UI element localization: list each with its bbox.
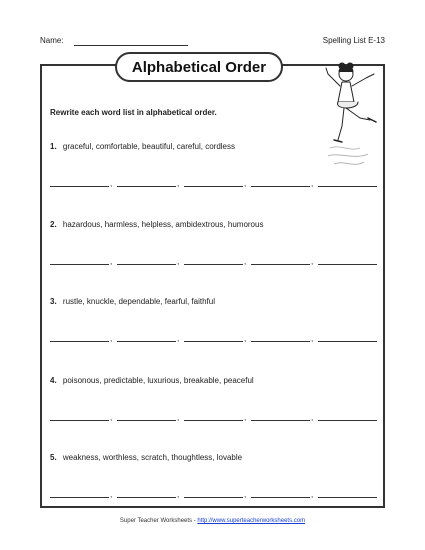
footer-separator: - <box>193 518 196 524</box>
problem-number: 1. <box>50 142 57 151</box>
word-list: weakness, worthless, scratch, thoughtless, lovable <box>62 453 243 462</box>
answer-blank[interactable] <box>117 489 176 498</box>
answer-blank[interactable] <box>184 333 243 342</box>
answer-blank[interactable] <box>318 333 377 342</box>
problem-number: 2. <box>50 220 57 229</box>
answer-blank[interactable] <box>50 178 109 187</box>
answer-blank[interactable] <box>117 412 176 421</box>
name-blank-line[interactable] <box>74 45 188 46</box>
problem-number: 5. <box>50 453 57 462</box>
problem-number: 4. <box>50 376 57 385</box>
answer-blank[interactable] <box>184 178 243 187</box>
answer-blank[interactable] <box>184 256 243 265</box>
answer-blanks: , , , , <box>50 178 380 188</box>
answer-blank[interactable] <box>251 333 310 342</box>
answer-blank[interactable] <box>117 333 176 342</box>
word-list: rustle, knuckle, dependable, fearful, faithful <box>62 297 215 306</box>
answer-blank[interactable] <box>318 178 377 187</box>
problem-4 <box>50 376 380 422</box>
answer-blank[interactable] <box>318 256 377 265</box>
problem-3 <box>50 297 380 343</box>
answer-blank[interactable] <box>50 333 109 342</box>
problem-2 <box>50 220 380 266</box>
footer <box>0 518 425 524</box>
answer-blank[interactable] <box>50 256 109 265</box>
answer-blank[interactable] <box>318 412 377 421</box>
word-list: poisonous, predictable, luxurious, breakable, peaceful <box>62 376 254 385</box>
word-list: hazardous, harmless, helpless, ambidextrous, humorous <box>62 220 264 229</box>
answer-blanks: , , , , <box>50 489 380 499</box>
answer-blank[interactable] <box>251 489 310 498</box>
spelling-list-label: Spelling List E-13 <box>322 36 385 45</box>
answer-blanks: , , , , <box>50 412 380 422</box>
answer-blank[interactable] <box>184 412 243 421</box>
worksheet-header <box>40 36 385 50</box>
ice-skater-icon <box>320 60 382 172</box>
answer-blanks: , , , , <box>50 333 380 343</box>
answer-blank[interactable] <box>50 489 109 498</box>
answer-blank[interactable] <box>184 489 243 498</box>
title-text: Alphabetical Order <box>131 58 267 76</box>
answer-blank[interactable] <box>318 489 377 498</box>
problem-number: 3. <box>50 297 57 306</box>
answer-blank[interactable] <box>50 412 109 421</box>
name-label: Name: <box>40 36 64 45</box>
problem-5 <box>50 453 380 499</box>
answer-blank[interactable] <box>251 256 310 265</box>
answer-blank[interactable] <box>251 412 310 421</box>
footer-site-name: Super Teacher Worksheets <box>119 518 193 524</box>
answer-blank[interactable] <box>251 178 310 187</box>
word-list: graceful, comfortable, beautiful, careful, cordless <box>62 142 235 151</box>
answer-blanks: , , , , <box>50 256 380 266</box>
footer-link[interactable]: http://www.superteacherworksheets.com <box>197 518 306 524</box>
answer-blank[interactable] <box>117 256 176 265</box>
answer-blank[interactable] <box>117 178 176 187</box>
instructions: Rewrite each word list in alphabetical order. <box>50 108 217 117</box>
worksheet-title <box>115 52 283 82</box>
problem-1 <box>50 142 380 188</box>
